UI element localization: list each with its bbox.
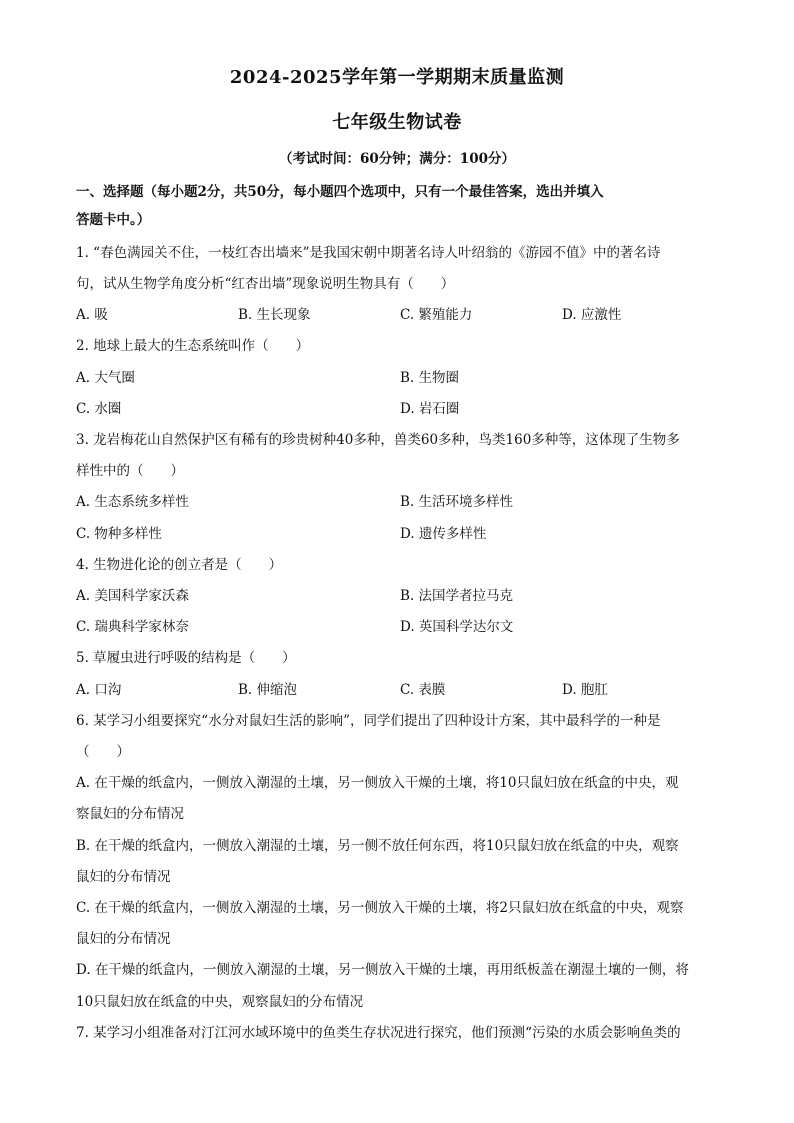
question-3-option-c: C. 物种多样性 [76,526,162,542]
question-6-option-b-cont: 鼠妇的分布情况 [76,869,171,885]
question-1-option-c: C. 繁殖能力 [400,307,473,323]
question-6-option-a-cont: 察鼠妇的分布情况 [76,806,184,822]
question-3-text-cont: 样性中的（ ） [76,463,184,479]
question-1-text-cont: 句，试从生物学角度分析“红杏出墙”现象说明生物具有（ ） [76,276,455,292]
question-4-option-d: D. 英国科学达尔文 [400,619,514,635]
question-4-option-b: B. 法国学者拉马克 [400,588,514,604]
question-3-option-b: B. 生活环境多样性 [400,494,514,510]
question-3-option-a: A. 生态系统多样性 [76,494,189,510]
question-6-option-d: D. 在干燥的纸盒内，一侧放入潮湿的土壤，另一侧放入干燥的土壤，再用纸板盖在潮湿土壤的一侧，将 [76,962,689,978]
question-4-option-c: C. 瑞典科学家林奈 [76,619,189,635]
question-2-option-a: A. 大气圈 [76,370,135,386]
question-5-option-d: D. 胞肛 [562,682,608,698]
question-5-text: 5. 草履虫进行呼吸的结构是（ ） [76,650,296,666]
question-2-option-b: B. 生物圈 [400,370,460,386]
question-6-option-a: A. 在干燥的纸盒内，一侧放入潮湿的土壤，另一侧放入干燥的土壤，将10只鼠妇放在纸盒的中央，观 [76,775,679,791]
question-5-option-a: A. 口沟 [76,682,122,698]
question-1-option-d: D. 应激性 [562,307,622,323]
question-6-option-d-cont: 10只鼠妇放在纸盒的中央，观察鼠妇的分布情况 [76,994,364,1010]
exam-title: 2024-2025学年第一学期期末质量监测 [229,67,565,88]
question-3-option-d: D. 遗传多样性 [400,526,487,542]
question-2-text: 2. 地球上最大的生态系统叫作（ ） [76,338,310,354]
exam-subtitle: 七年级生物试卷 [332,112,462,133]
question-5-option-c: C. 表膜 [400,682,446,698]
question-6-option-c: C. 在干燥的纸盒内，一侧放入潮湿的土壤，另一侧放入干燥的土壤，将2只鼠妇放在纸盒的中央，观察 [76,900,684,916]
question-1-text: 1. “春色满园关不住，一枝红杏出墙来”是我国宋朝中期著名诗人叶绍翁的《游园不值》中的著名诗 [76,245,661,261]
question-2-option-d: D. 岩石圈 [400,401,460,417]
question-6-option-c-cont: 鼠妇的分布情况 [76,931,171,947]
question-6-text-cont: （ ） [76,744,130,760]
section-heading: 一、选择题（每小题2分，共50分，每小题四个选项中，只有一个最佳答案，选出并填入 [76,184,604,200]
question-4-text: 4. 生物进化论的创立者是（ ） [76,557,283,573]
question-5-option-b: B. 伸缩泡 [238,682,298,698]
question-6-text: 6. 某学习小组要探究“水分对鼠妇生活的影响”，同学们提出了四种设计方案，其中最科学的一种是 [76,713,661,729]
question-1-option-b: B. 生长现象 [238,307,311,323]
exam-info: （考试时间：60分钟；满分：100分） [279,151,515,167]
question-7-text: 7. 某学习小组准备对汀江河水域环境中的鱼类生存状况进行探究，他们预测“污染的水质会影响鱼类的 [76,1025,681,1041]
question-1-option-a: A. 吸 [76,307,108,323]
question-6-option-b: B. 在干燥的纸盒内，一侧放入潮湿的土壤，另一侧不放任何东西，将10只鼠妇放在纸盒的中央，观察 [76,838,679,854]
question-2-option-c: C. 水圈 [76,401,122,417]
section-heading-cont: 答题卡中。） [76,212,151,228]
question-4-option-a: A. 美国科学家沃森 [76,588,189,604]
question-3-text: 3. 龙岩梅花山自然保护区有稀有的珍贵树种40多种，兽类60多种，鸟类160多种等，这体现了生物多 [76,432,680,448]
